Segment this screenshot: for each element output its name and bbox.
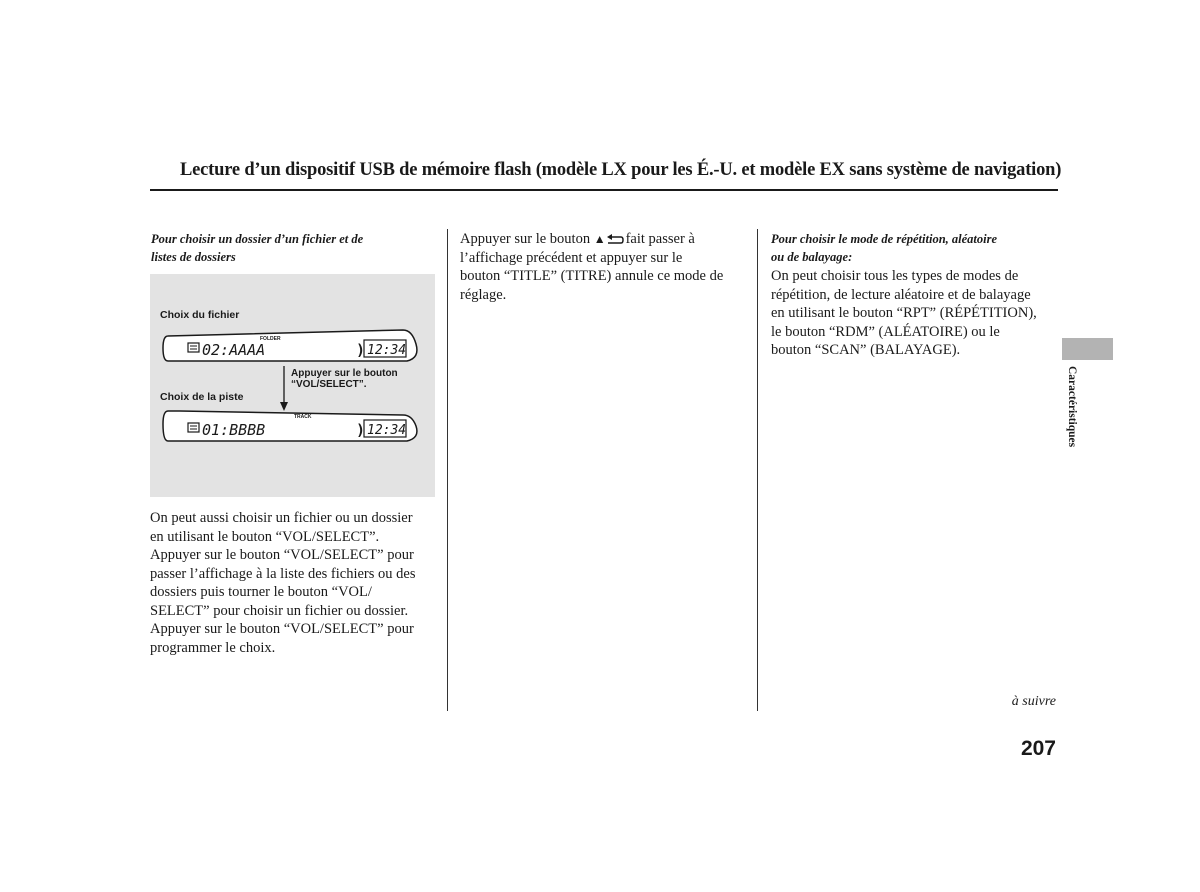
left-paragraph-line: programmer le choix. <box>150 639 276 656</box>
middle-line1-suffix: fait passer à <box>625 231 695 247</box>
middle-paragraph-line: bouton “TITLE” (TITRE) annule ce mode de <box>460 268 724 284</box>
left-paragraph-line: SELECT” pour choisir un fichier ou dossier. <box>150 602 409 619</box>
section-tab <box>1062 338 1113 360</box>
lcd-display-track <box>160 408 418 444</box>
display-figure <box>150 274 435 497</box>
vol-select-note-line2: “VOL/SELECT”. <box>291 379 367 390</box>
left-paragraph-line: en utilisant le bouton “VOL/SELECT”. <box>150 528 380 545</box>
left-subheading-line2: listes de dossiers <box>151 250 236 264</box>
middle-paragraph-first-line <box>460 230 752 249</box>
middle-paragraph-line: réglage. <box>460 286 507 303</box>
right-paragraph-line: bouton “SCAN” (BALAYAGE). <box>771 342 961 358</box>
header-rule <box>150 189 1058 191</box>
file-choice-label: Choix du fichier <box>160 309 240 321</box>
right-subheading-line1: Pour choisir le mode de répétition, aléatoire <box>771 232 998 246</box>
closing-bracket-icon: ) <box>356 341 366 359</box>
track-indicator: TRACK <box>294 414 312 420</box>
clock-display-2: 12:34 <box>367 423 407 438</box>
left-paragraph-line: On peut aussi choisir un fichier ou un dossier <box>150 510 413 526</box>
left-paragraph-line: passer l’affichage à la liste des fichiers ou des <box>150 565 416 582</box>
left-paragraph-line: Appuyer sur le bouton “VOL/SELECT” pour <box>150 547 414 563</box>
page-title: Lecture d’un dispositif USB de mémoire flash (modèle LX pour les É.-U. et modèle EX sans système de navigation) <box>180 160 1062 180</box>
right-paragraph-line: On peut choisir tous les types de modes de <box>771 268 1019 284</box>
track-choice-label: Choix de la piste <box>160 391 244 403</box>
middle-paragraph <box>460 230 752 304</box>
section-tab-label: Caractéristiques <box>1066 366 1078 448</box>
clock-display-1: 12:34 <box>367 343 407 358</box>
column-divider-right <box>757 229 758 711</box>
page-number: 207 <box>1020 737 1056 760</box>
right-paragraph <box>771 267 1061 360</box>
continued-note: à suivre <box>1011 694 1056 709</box>
vol-select-note <box>291 368 398 390</box>
lcd-display-file <box>160 328 418 364</box>
right-paragraph-line: en utilisant le bouton “RPT” (RÉPÉTITION), <box>771 305 1037 321</box>
closing-bracket-icon: ) <box>356 421 366 439</box>
middle-line1-prefix: Appuyer sur le bouton <box>460 231 591 247</box>
right-subheading <box>771 230 1061 266</box>
vol-select-note-line1: Appuyer sur le bouton <box>291 368 398 379</box>
middle-paragraph-line: l’affichage précédent et appuyer sur le <box>460 249 683 266</box>
return-arrow-icon <box>606 234 624 245</box>
down-arrow-icon <box>278 366 290 412</box>
up-back-arrow-icon: ▲ <box>593 232 606 246</box>
track-display-text: 01:BBBB <box>202 421 266 439</box>
left-subheading-line1: Pour choisir un dossier d’un fichier et de <box>151 232 364 246</box>
folder-indicator: FOLDER <box>260 336 281 342</box>
right-subheading-line2: ou de balayage: <box>771 250 853 264</box>
folder-display-text: 02:AAAA <box>202 341 266 359</box>
left-subheading <box>151 230 441 266</box>
right-paragraph-line: le bouton “RDM” (ALÉATOIRE) ou le <box>771 323 1000 340</box>
left-paragraph-line: Appuyer sur le bouton “VOL/SELECT” pour <box>150 621 414 637</box>
column-divider-left <box>447 229 448 711</box>
left-paragraph <box>150 509 445 657</box>
right-paragraph-line: répétition, de lecture aléatoire et de balayage <box>771 286 1031 303</box>
left-paragraph-line: dossiers puis tourner le bouton “VOL/ <box>150 584 372 600</box>
